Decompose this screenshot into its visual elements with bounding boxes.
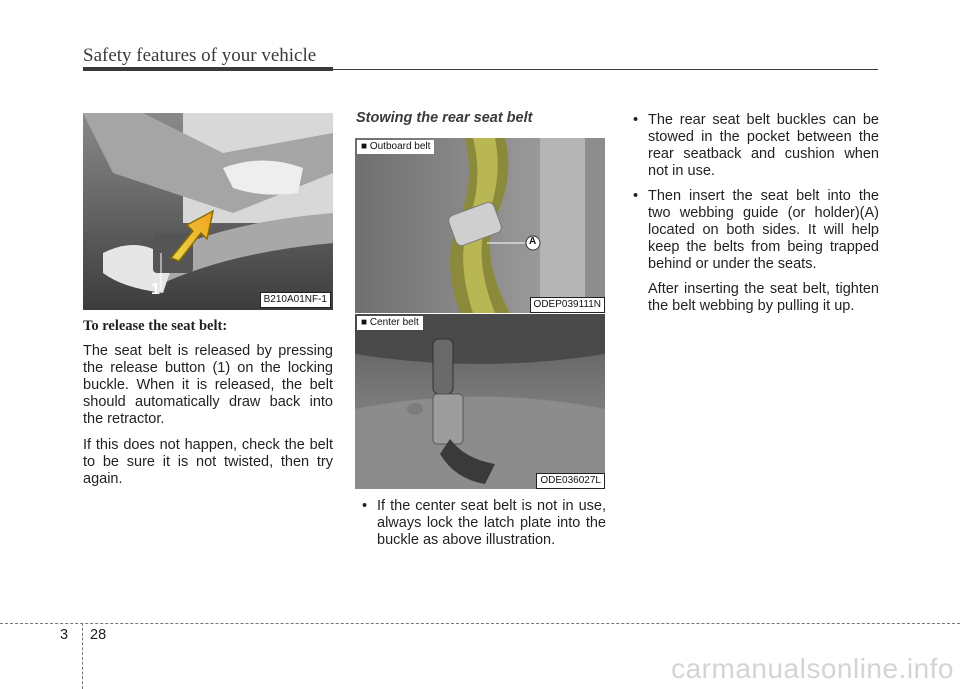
footer-divider <box>0 623 960 624</box>
callout-1: 1 <box>151 281 160 298</box>
page-number: 28 <box>90 627 107 643</box>
left-column <box>83 318 333 497</box>
stowing-heading: Stowing the rear seat belt <box>356 110 533 126</box>
release-belt-photo <box>83 113 333 310</box>
header-rule-thin <box>333 69 878 70</box>
stow-bullet-1: • The rear seat belt buckles can be stowed in the pocket between the rear seatback and cushion when not in use. <box>627 112 879 180</box>
stow-bullet-2: • Then insert the seat belt into the two webbing guide (or holder)(A) located on both sides. It will help keep the belts from being trapped behind or under the seats. <box>627 188 879 273</box>
right-column <box>627 112 879 324</box>
release-paragraph-2: If this does not happen, check the belt to be sure it is not twisted, then try again. <box>83 437 333 487</box>
outboard-belt-label-text: Outboard belt <box>369 141 431 152</box>
tighten-note: After inserting the seat belt, tighten the belt webbing by pulling it up. <box>648 281 879 314</box>
middle-column <box>356 498 606 557</box>
release-paragraph-1: The seat belt is released by pressing the release button (1) on the locking buckle. When it is released, the belt should automatically draw back into the retractor. <box>83 343 333 427</box>
figure-code-release: B210A01NF-1 <box>260 292 331 308</box>
center-belt-photo <box>355 314 605 489</box>
center-belt-label: ■ Center belt <box>357 316 423 330</box>
footer-vertical-divider <box>82 623 83 689</box>
outboard-belt-photo <box>355 138 605 313</box>
center-belt-bullet: • If the center seat belt is not in use, always lock the latch plate into the buckle as above illustration. <box>356 498 606 549</box>
page-header-title: Safety features of your vehicle <box>83 45 317 66</box>
figure-code-outboard: ODEP039111N <box>530 297 605 313</box>
callout-a: A <box>529 236 537 247</box>
outboard-belt-label: ■ Outboard belt <box>357 140 434 154</box>
center-belt-label-text: Center belt <box>369 317 419 328</box>
watermark: carmanualsonline.info <box>671 653 954 684</box>
header-rule <box>83 67 333 71</box>
figure-code-center: ODE036027L <box>536 473 605 489</box>
chapter-number: 3 <box>60 627 69 643</box>
release-heading: To release the seat belt: <box>83 318 228 334</box>
